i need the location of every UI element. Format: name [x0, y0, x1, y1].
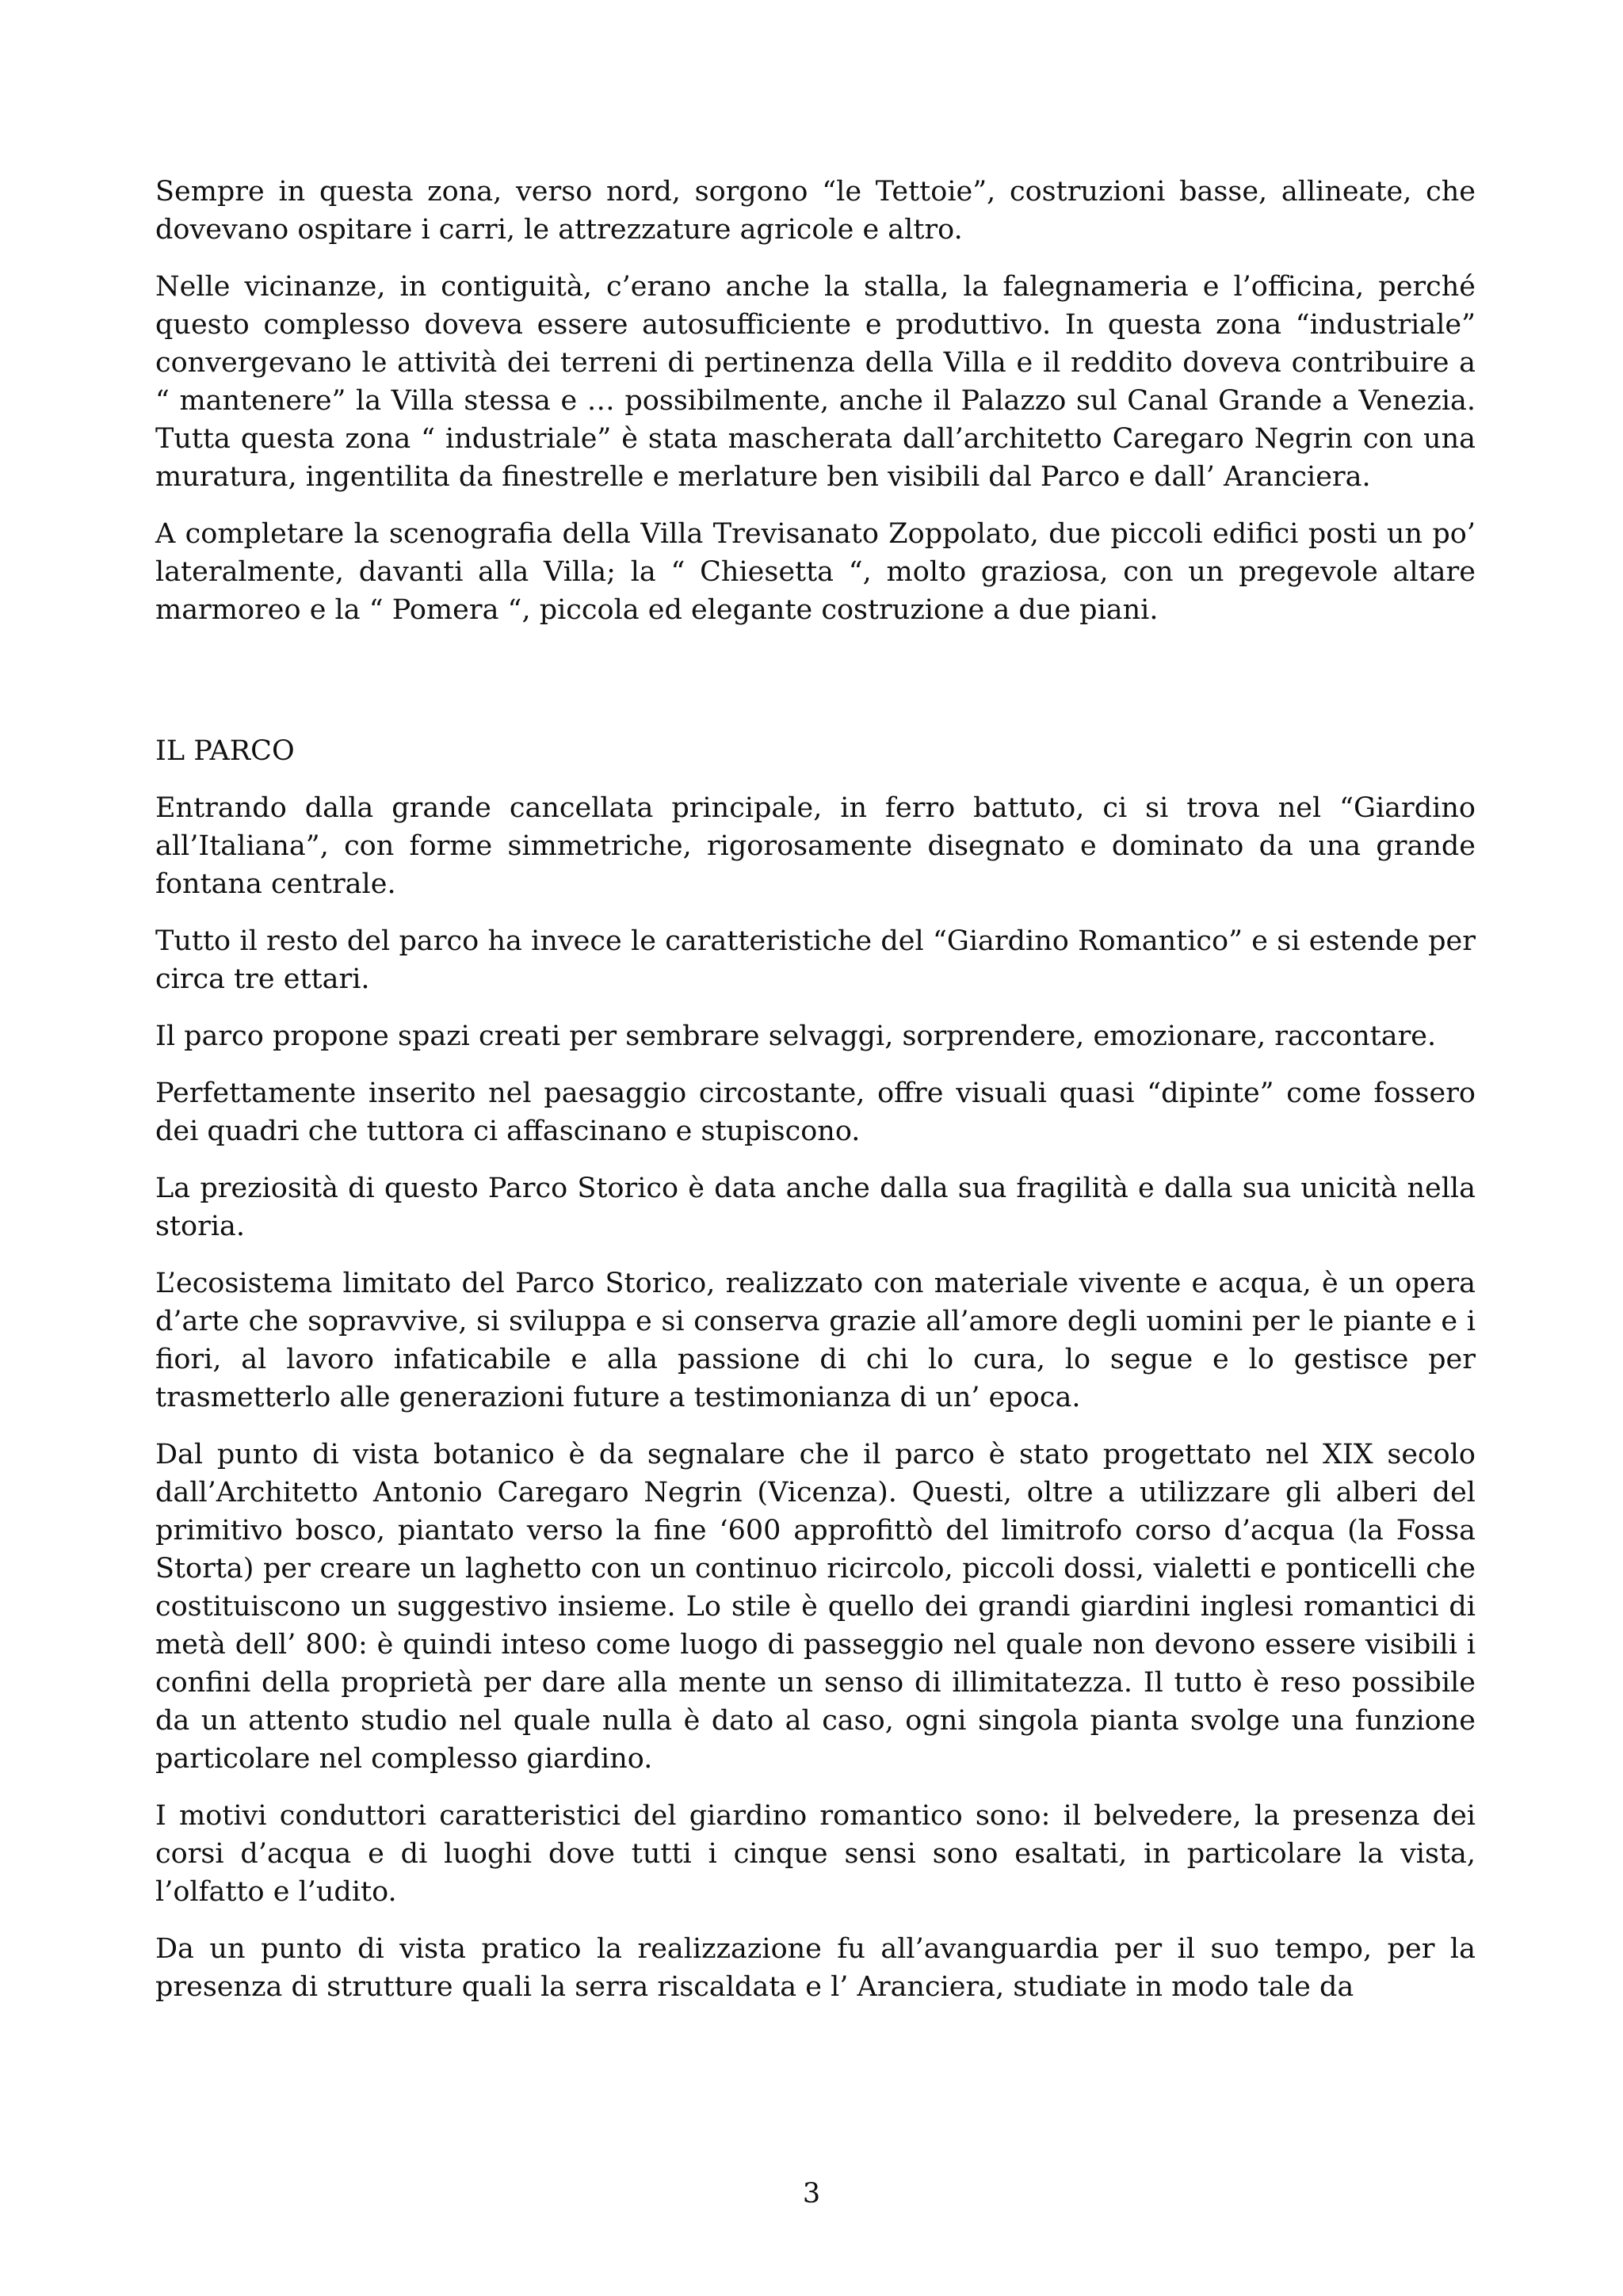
section-heading: IL PARCO	[155, 735, 295, 767]
document-page	[155, 173, 1476, 2025]
paragraph-giardino-romantico: Tutto il resto del parco ha invece le caratteristiche del “Giardino Romantico” e si estende per circa tre ettari.	[155, 925, 1476, 995]
paragraph-spazi: Il parco propone spazi creati per sembrare selvaggi, sorprendere, emozionare, raccontare.	[155, 1020, 1437, 1052]
paragraph-botanico: Dal punto di vista botanico è da segnalare che il parco è stato progettato nel XIX secolo dall’Architetto Antonio Caregaro Negrin (Vicenza). Questi, oltre a utilizzare gli alberi del primitivo bosco, piantato verso la fine ‘600 approfittò del limitrofo corso d’acqua (la Fossa Storta) per creare un laghetto con un continuo ricircolo, piccoli dossi, vialetti e ponticelli che costituiscono un suggestivo insieme. Lo stile è quello dei grandi giardini inglesi romantici di metà dell’ 800: è quindi inteso come luogo di passeggio nel quale non devono essere visibili i confini della proprietà per dare alla mente un senso di illimitatezza. Il tutto è reso possibile da un attento studio nel quale nulla è dato al caso, ogni singola pianta svolge una funzione particolare nel complesso giardino.	[155, 1439, 1476, 1775]
paragraph-tettoie: Sempre in questa zona, verso nord, sorgono “le Tettoie”, costruzioni basse, allineate, che dovevano ospitare i carri, le attrezzature agricole e altro.	[155, 176, 1476, 246]
paragraph-zona-industriale: Nelle vicinanze, in contiguità, c’erano anche la stalla, la falegnameria e l’officina, perché questo complesso doveva essere autosufficiente e produttivo. In questa zona “industriale” convergevano le attività dei terreni di pertinenza della Villa e il reddito doveva contribuire a “ mantenere” la Villa stessa e … possibilmente, anche il Palazzo sul Canal Grande a Venezia. Tutta questa zona “ industriale” è stata mascherata dall’architetto Caregaro Negrin con una muratura, ingentilita da finestrelle e merlature ben visibili dal Parco e dall’ Aranciera.	[155, 271, 1476, 493]
page-number: 3	[802, 2178, 821, 2210]
paragraph-giardino-italiana: Entrando dalla grande cancellata principale, in ferro battuto, ci si trova nel “Giardino all’Italiana”, con forme simmetriche, rigorosamente disegnato e dominato da una grande fontana centrale.	[155, 792, 1476, 900]
paragraph-motivi-conduttori: I motivi conduttori caratteristici del giardino romantico sono: il belvedere, la presenza dei corsi d’acqua e di luoghi dove tutti i cinque sensi sono esaltati, in particolare la vista, l’olfatto e l’udito.	[155, 1800, 1476, 1908]
paragraph-paesaggio: Perfettamente inserito nel paesaggio circostante, offre visuali quasi “dipinte” come fossero dei quadri che tuttora ci affascinano e stupiscono.	[155, 1077, 1476, 1147]
paragraph-ecosistema: L’ecosistema limitato del Parco Storico, realizzato con materiale vivente e acqua, è un opera d’arte che sopravvive, si sviluppa e si conserva grazie all’amore degli uomini per le piante e i fiori, al lavoro infaticabile e alla passione di chi lo cura, lo segue e lo gestisce per trasmetterlo alle generazioni future a testimonianza di un’ epoca.	[155, 1268, 1476, 1413]
paragraph-punto-pratico: Da un punto di vista pratico la realizzazione fu all’avanguardia per il suo tempo, per la presenza di strutture quali la serra riscaldata e l’ Aranciera, studiate in modo tale da	[155, 1933, 1476, 2003]
paragraph-preziosita: La preziosità di questo Parco Storico è data anche dalla sua fragilità e dalla sua unicità nella storia.	[155, 1173, 1476, 1242]
paragraph-scenografia: A completare la scenografia della Villa Trevisanato Zoppolato, due piccoli edifici posti un po’ lateralmente, davanti alla Villa; la “ Chiesetta “, molto graziosa, con un pregevole altare marmoreo e la “ Pomera “, piccola ed elegante costruzione a due piani.	[155, 518, 1476, 626]
